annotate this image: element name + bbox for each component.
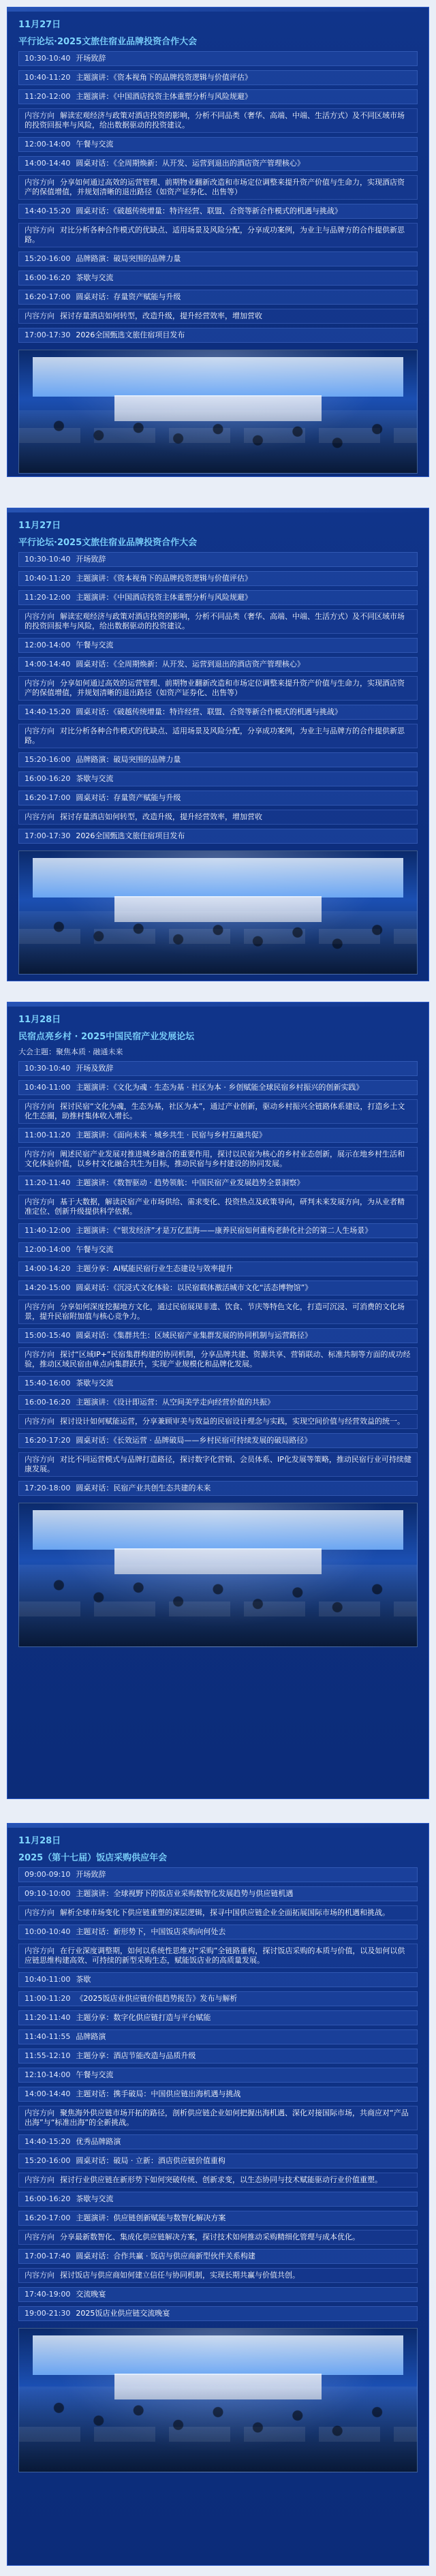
agenda-item: 15:20-16:00 品牌路演：破局突围的品牌力量: [18, 752, 418, 767]
section-date: 11月27日: [18, 521, 61, 531]
agenda-detail: 内容方向 对比分析各种合作模式的优缺点、适用场景及风险分配，分享成功案例，为业主与品牌方的合作提供新思路。: [18, 223, 418, 247]
agenda-item: 10:40-11:20 主题演讲：《资本视角下的品牌投资逻辑与价值评估》: [18, 571, 418, 586]
section-date: 11月28日: [18, 1015, 61, 1025]
agenda-item: 11:00-11:20 主题演讲：《面向未来 · 城乡共生 · 民宿与乡村互融共促》: [18, 1128, 418, 1143]
agenda-item: 15:20-16:00 圆桌对话：破局 · 立新：酒店供应链价值重构: [18, 2153, 418, 2168]
agenda-item: 17:00-17:40 圆桌对话：合作共赢 · 饭店与供应商新型伙伴关系构建: [18, 2249, 418, 2264]
agenda-section: [7, 508, 429, 981]
agenda-section: [7, 1823, 429, 2566]
agenda-item: 17:20-18:00 圆桌对话：民宿产业共创生态共建的未来: [18, 1481, 418, 1496]
stage-screen: [33, 858, 403, 898]
section-title: 平行论坛·2025文旅住宿业品牌投资合作大会: [18, 538, 198, 548]
agenda-item: 17:00-17:30 2026全国甄选文旅住宿项目发布: [18, 328, 418, 343]
agenda-item: 11:40-11:55 品牌路演: [18, 2029, 418, 2044]
agenda-list: [18, 51, 418, 343]
section-title: 平行论坛·2025文旅住宿业品牌投资合作大会: [18, 37, 198, 47]
agenda-item: 14:00-14:40 主题对话：携手破局：中国供应链出海机遇与挑战: [18, 2087, 418, 2102]
agenda-detail: 内容方向 对比不同运营模式与品牌打造路径，探讨数字化营销、会员体系、IP化发展等策略，推动民宿行业可持续健康发展。: [18, 1452, 418, 1477]
agenda-item: 10:40-11:00 主题演讲：《文化为魂 · 生态为基 · 社区为本 · 乡创赋能全球民宿乡村振兴的创新实践》: [18, 1080, 418, 1095]
agenda-item: 16:20-17:00 主题演讲：供应链创新赋能与数智化解决方案: [18, 2211, 418, 2226]
agenda-list: [18, 1061, 418, 1496]
stage-screen: [33, 357, 403, 397]
agenda-item: 16:20-17:00 圆桌对话：存量资产赋能与升级: [18, 290, 418, 305]
audience: [19, 2387, 417, 2472]
agenda-item: 14:00-14:40 圆桌对话：《全周期焕新：从开发、运营到退出的酒店资产管理核心》: [18, 657, 418, 672]
agenda-detail: 内容方向 聚焦海外供应链市场开拓的路径，剖析供应链企业如何把握出海机遇、深化对接国际市场，共商应对“产品出海”与“标准出海”的全新挑战。: [18, 2106, 418, 2130]
agenda-item: 17:40-19:00 交流晚宴: [18, 2287, 418, 2302]
agenda-item: 14:40-15:20 圆桌对话：《破越传统增量：特许经营、联盟、合资等新合作模式的机遇与挑战》: [18, 705, 418, 720]
agenda-section: [7, 7, 429, 477]
agenda-item: 14:20-15:00 圆桌对话：《沉浸式文化体验：以民宿载体激活城市文化“活态博物馆”》: [18, 1281, 418, 1295]
agenda-item: 17:00-17:30 2026全国甄选文旅住宿项目发布: [18, 829, 418, 844]
forum-photo: [18, 850, 418, 975]
agenda-detail: 内容方向 阐述民宿产业发展对推进城乡融合的重要作用，探讨以民宿为核心的乡村业态创新，展示在地乡村生活和文化体验价值，以乡村文化融合共生为目标，推动民宿与乡村建设的协同发展。: [18, 1147, 418, 1171]
agenda-detail: 内容方向 解析全球市场变化下供应链重塑的深层逻辑，探寻中国供应链企业全面拓展国际市场的机遇和挑战。: [18, 1905, 418, 1920]
agenda-item: 11:40-12:00 主题演讲：《“银发经济”才是万亿蓝海——康养民宿如何重构老龄化社会的第二人生场景》: [18, 1223, 418, 1238]
section-title: 民宿点亮乡村 · 2025中国民宿产业发展论坛: [18, 1032, 195, 1042]
agenda-item: 12:00-14:00 午餐与交流: [18, 1242, 418, 1257]
agenda-detail: 内容方向 分享最新数智化、集成化供应链解决方案，探讨技术如何推动采购精细化管理与成本优化。: [18, 2230, 418, 2245]
agenda-list: [18, 552, 418, 844]
agenda-detail: 内容方向 分享如何通过高效的运营管理、前期物业翻新改造和市场定位调整来提升资产价值与生命力，实现酒店资产的保值增值，并规划清晰的退出路径（如资产证券化、出售等）: [18, 175, 418, 200]
audience: [19, 911, 417, 974]
agenda-detail: 内容方向 探讨“区域IP+”民宿集群构建的协同机制，分享品牌共建、资源共享、营销联动、标准共制等方面的成功经验，推动区域民宿由单点向集群跃升，实现产业规模化和品牌化发展。: [18, 1347, 418, 1372]
stage-screen: [33, 1510, 403, 1550]
agenda-item: 09:10-10:00 主题演讲：全球视野下的饭店业采购数智化发展趋势与供应链机遇: [18, 1886, 418, 1901]
agenda-item: 10:30-10:40 开场致辞: [18, 51, 418, 66]
agenda-item: 10:30-10:40 开场致辞: [18, 552, 418, 567]
section-date: 11月27日: [18, 20, 61, 30]
agenda-item: 15:20-16:00 品牌路演：破局突围的品牌力量: [18, 251, 418, 266]
agenda-item: 14:00-14:40 圆桌对话：《全周期焕新：从开发、运营到退出的酒店资产管理核心》: [18, 156, 418, 171]
agenda-detail: 内容方向 探讨饭店与供应商如何建立信任与协同机制，实现长期共赢与价值共创。: [18, 2268, 418, 2283]
agenda-item: 10:40-11:00 茶歇: [18, 1972, 418, 1987]
agenda-item: 16:00-16:20 茶歇与交流: [18, 271, 418, 286]
agenda-item: 16:20-17:20 圆桌对话：《长效运营 · 品牌破局——乡村民宿可持续发展的破局路径》: [18, 1433, 418, 1448]
agenda-item: 12:00-14:00 午餐与交流: [18, 638, 418, 653]
agenda-item: 11:20-11:40 主题演讲：《数智驱动 · 趋势领航：中国民宿产业发展趋势全景洞察》: [18, 1176, 418, 1191]
agenda-item: 12:00-14:00 午餐与交流: [18, 137, 418, 152]
forum-photo: [18, 2328, 418, 2472]
agenda-item: 10:30-10:40 开场及致辞: [18, 1061, 418, 1076]
section-theme: 大会主题：聚焦本质 · 融通未来: [18, 1047, 123, 1056]
agenda-item: 11:20-12:00 主题演讲：《中国酒店投资主体重塑分析与风险规避》: [18, 590, 418, 605]
agenda-list: [18, 1867, 418, 2321]
agenda-item: 09:00-09:10 开场致辞: [18, 1867, 418, 1882]
section-date: 11月28日: [18, 1836, 61, 1846]
agenda-item: 15:40-16:00 茶歇与交流: [18, 1376, 418, 1391]
agenda-section: [7, 1002, 429, 1799]
stage-screen: [33, 2335, 403, 2375]
agenda-item: 11:20-12:00 主题演讲：《中国酒店投资主体重塑分析与风险规避》: [18, 89, 418, 104]
agenda-detail: 内容方向 基于大数据，解读民宿产业市场供给、需求变化、投资热点及政策导向，研判未来发展方向，为从业者精准定位、创新升级提供科学依据。: [18, 1195, 418, 1219]
agenda-item: 10:40-11:20 主题演讲：《资本视角下的品牌投资逻辑与价值评估》: [18, 70, 418, 85]
agenda-item: 19:00-21:30 2025饭店业供应链交流晚宴: [18, 2306, 418, 2321]
agenda-item: 11:55-12:10 主题分享：酒店节能改造与品质升级: [18, 2049, 418, 2064]
agenda-item: 16:00-16:20 茶歇与交流: [18, 2192, 418, 2207]
agenda-detail: 内容方向 解读宏观经济与政策对酒店投资的影响，分析不同品类（奢华、高端、中端、生活方式）及不同区域市场的投资回报率与风险，给出数据驱动的投资建议。: [18, 108, 418, 133]
agenda-item: 15:00-15:40 圆桌对话：《集群共生：区域民宿产业集群发展的协同机制与运营路径》: [18, 1328, 418, 1343]
forum-photo: [18, 350, 418, 474]
agenda-detail: 内容方向 探讨民宿“文化为魂，生态为基，社区为本”，通过产业创新，驱动乡村振兴全链路体系建设，打造乡土文化生态圈，助推村集体收入增长。: [18, 1099, 418, 1124]
agenda-detail: 内容方向 探讨存量酒店如何转型，改造升级，提升经营效率，增加营收: [18, 810, 418, 825]
agenda-item: 11:00-11:20 《2025饭店业供应链价值趋势报告》发布与解析: [18, 1991, 418, 2006]
agenda-item: 16:00-16:20 茶歇与交流: [18, 771, 418, 786]
agenda-item: 14:40-15:20 圆桌对话：《破越传统增量：特许经营、联盟、合资等新合作模式的机遇与挑战》: [18, 204, 418, 219]
agenda-item: 10:00-10:40 主题对话：新形势下，中国饭店采购向何处去: [18, 1925, 418, 1939]
agenda-detail: 内容方向 分享如何通过高效的运营管理、前期物业翻新改造和市场定位调整来提升资产价值与生命力，实现酒店资产的保值增值，并规划清晰的退出路径（如资产证券化、出售等）: [18, 676, 418, 701]
agenda-detail: 内容方向 对比分析各种合作模式的优缺点、适用场景及风险分配，分享成功案例，为业主与品牌方的合作提供新思路。: [18, 724, 418, 748]
audience: [19, 410, 417, 473]
agenda-detail: 内容方向 探讨行业供应链在新形势下如何突破传统、创新求变，以生态协同与技术赋能驱动行业价值重塑。: [18, 2173, 418, 2188]
agenda-item: 12:10-14:00 午餐与交流: [18, 2068, 418, 2083]
agenda-item: 14:40-15:20 优秀品牌路演: [18, 2134, 418, 2149]
agenda-item: 14:00-14:20 主题分享：AI赋能民宿行业生态建设与效率提升: [18, 1261, 418, 1276]
agenda-detail: 内容方向 分享如何深度挖掘地方文化，通过民宿展现非遗、饮食、节庆等特色文化，打造可沉浸、可消费的文化场景，提升民宿附加值与核心竞争力。: [18, 1300, 418, 1324]
agenda-item: 11:20-11:40 主题分享：数字化供应链打造与平台赋能: [18, 2010, 418, 2025]
agenda-detail: 内容方向 解读宏观经济与政策对酒店投资的影响，分析不同品类（奢华、高端、中端、生活方式）及不同区域市场的投资回报率与风险，给出数据驱动的投资建议。: [18, 609, 418, 634]
forum-photo: [18, 1503, 418, 1647]
audience: [19, 1565, 417, 1646]
agenda-item: 16:00-16:20 主题演讲：《设计即运营：从空间美学走向经营价值的共振》: [18, 1395, 418, 1410]
agenda-detail: 内容方向 在行业深度调整期，如何以系统性思维对“采购”全链路重构，探讨饭店采购的本质与价值，以及如何以供应链思维构建高效、可持续的新型采购生态，赋能饭店业的高质量发展。: [18, 1944, 418, 1968]
section-title: 2025（第十七届）饭店采购供应年会: [18, 1853, 168, 1863]
agenda-detail: 内容方向 探讨存量酒店如何转型，改造升级，提升经营效率，增加营收: [18, 309, 418, 324]
agenda-detail: 内容方向 探讨设计如何赋能运营，分享兼顾审美与效益的民宿设计理念与实践，实现空间价值与经营效益的统一。: [18, 1414, 418, 1429]
agenda-item: 16:20-17:00 圆桌对话：存量资产赋能与升级: [18, 791, 418, 806]
